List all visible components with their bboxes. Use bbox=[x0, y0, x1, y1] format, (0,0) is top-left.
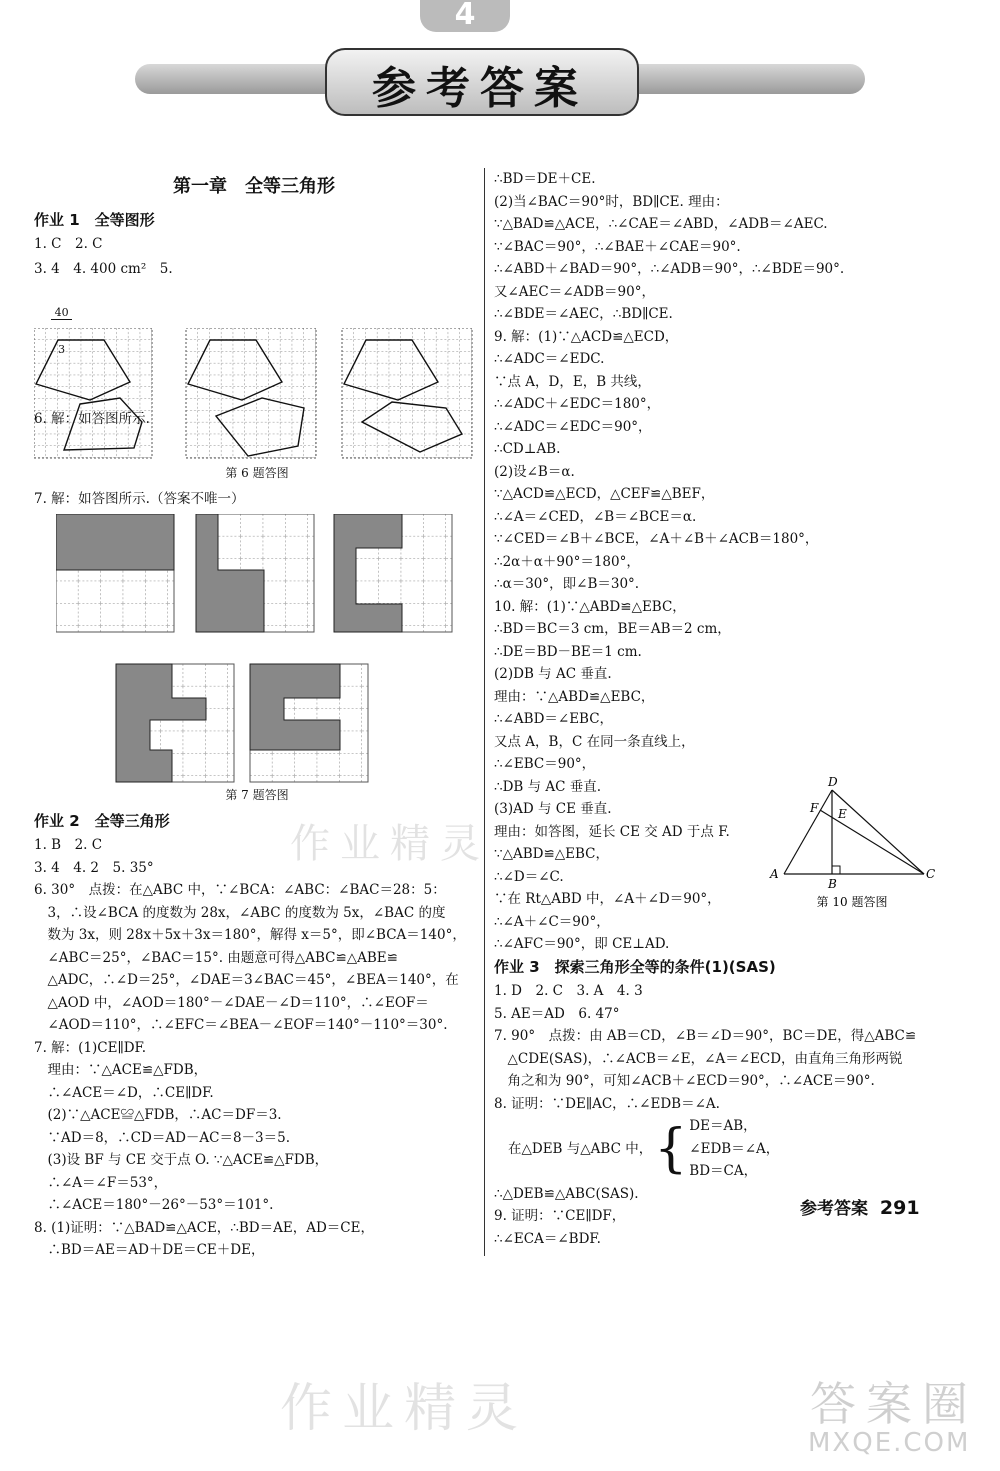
answer-line: 3. 4 4. 2 5. 35° bbox=[34, 859, 154, 876]
column-divider bbox=[484, 168, 485, 1256]
caption-7: 第 7 题答图 bbox=[225, 788, 289, 802]
answer-line: 6. 30° 点拨：在△ABC 中，∵∠BCA：∠ABC：∠BAC＝28：5： bbox=[34, 882, 446, 898]
label-F: F bbox=[810, 801, 819, 815]
system-lines bbox=[689, 1115, 779, 1183]
answer-line: ∵△ABD≌△EBC， bbox=[494, 846, 610, 862]
answer-line: ∴BD＝BC＝3 cm，BE＝AB＝2 cm， bbox=[494, 621, 731, 637]
answer-line: (2)DB 与 AC 垂直. bbox=[494, 666, 612, 682]
grid-7b bbox=[196, 514, 314, 632]
system-line: BD＝CA， bbox=[689, 1163, 758, 1179]
answer-line: ∴∠AFC＝90°，即 CE⊥AD. bbox=[494, 936, 670, 952]
answer-line: ∵点 A，D，E，B 共线， bbox=[494, 373, 651, 390]
hw2-lines bbox=[34, 834, 484, 1262]
answer-line: ∠ABC＝25°，∠BAC＝15°. 由题意可得△ABC≌△ABE≌ bbox=[34, 949, 398, 966]
hw1-line4: 7. 解：如答图所示.（答案不唯一） bbox=[34, 491, 245, 507]
watermark-2: 作业精灵 bbox=[280, 1379, 529, 1439]
answer-line: ∵在 Rt△ABD 中，∠A＋∠D＝90°， bbox=[494, 891, 721, 907]
answer-line: ∴∠EBC＝90°， bbox=[494, 756, 596, 772]
answer-line: ∴∠ECA＝∠BDF. bbox=[494, 1230, 601, 1247]
watermark-4: MXQE.COM bbox=[808, 1428, 971, 1458]
label-B: B bbox=[828, 877, 837, 891]
page-number: 291 bbox=[879, 1197, 920, 1219]
answer-line: 3，∴设∠BCA 的度数为 28x，∠ABC 的度数为 5x，∠BAC 的度 bbox=[34, 904, 446, 921]
answer-line: ∵△ACD≌△ECD，△CEF≌△BEF， bbox=[494, 486, 715, 502]
answer-line: △CDE(SAS)，∴∠ACB＝∠E，∠A＝∠ECD，由直角三角形两锐 bbox=[494, 1050, 903, 1067]
grid-6c bbox=[342, 328, 472, 458]
answer-line: 1. D 2. C 3. A 4. 3 bbox=[494, 983, 643, 999]
answer-line: 理由：如答图，延长 CE 交 AD 于点 F. bbox=[494, 823, 730, 840]
answer-line: 5. AE＝AD 6. 47° bbox=[494, 1005, 620, 1022]
answer-line: 理由：∵△ABD≌△EBC， bbox=[494, 688, 655, 705]
answer-line: 又∠AEC＝∠ADB＝90°， bbox=[494, 283, 655, 300]
answer-line: 8. (1)证明：∵△BAD≌△ACE，∴BD＝AE，AD＝CE， bbox=[34, 1219, 374, 1236]
answer-line: ∴∠ADC＝∠EDC＝90°， bbox=[494, 418, 652, 435]
answer-line: (3)设 BF 与 CE 交于点 O. ∵△ACE≌△FDB， bbox=[34, 1152, 329, 1168]
answer-line: ∴CD⊥AB. bbox=[494, 441, 561, 457]
answer-line: ∴∠A＋∠C＝90°， bbox=[494, 913, 610, 930]
answer-line: ∠AOD＝110°，∴∠EFC＝∠BEA－∠EOF＝140°－110°＝30°. bbox=[34, 1017, 448, 1033]
caption-10: 第 10 题答图 bbox=[816, 895, 888, 909]
answer-line: ∴∠A＝∠CED，∠B＝∠BCE＝α. bbox=[494, 508, 697, 525]
watermark-1: 作业精灵 bbox=[290, 821, 490, 867]
answer-line: 8. 证明：∵DE∥AC，∴∠EDB＝∠A. bbox=[494, 1095, 720, 1112]
answer-line: ∵△BAD≌△ACE，∴∠CAE＝∠ABD，∠ADB＝∠AEC. bbox=[494, 216, 828, 232]
hw2-block bbox=[34, 808, 484, 1262]
system-line: ∠EDB＝∠A， bbox=[689, 1140, 780, 1157]
label-C: C bbox=[926, 867, 936, 881]
answer-line: ∴BD＝DE＋CE. bbox=[494, 171, 596, 187]
hw1-line2: 3. 4 4. 400 cm² 5. bbox=[34, 261, 173, 277]
answer-line: ∴∠A＝∠F＝53°， bbox=[34, 1174, 168, 1191]
answer-line: 角之和为 90°，可知∠ACB＋∠ECD＝90°，∴∠ACE＝90°. bbox=[494, 1073, 875, 1089]
grid-7e bbox=[250, 664, 368, 782]
system-brace: { bbox=[654, 1118, 688, 1179]
header-number: 4 bbox=[420, 0, 510, 32]
hw3-lines bbox=[494, 980, 964, 1115]
fraction-numerator: 40 bbox=[51, 307, 72, 320]
footer bbox=[800, 1194, 920, 1219]
answer-line: ∴∠ADC＋∠EDC＝180°， bbox=[494, 396, 661, 412]
hw3-title: 作业 3 探索三角形全等的条件(1)(SAS) bbox=[494, 958, 776, 976]
answer-line: ∴∠ABD＋∠BAD＝90°，∴∠ADB＝90°，∴∠BDE＝90°. bbox=[494, 261, 845, 277]
grid-6a bbox=[34, 328, 152, 458]
answer-line: (2)设∠B＝α. bbox=[494, 463, 575, 480]
figure-6 bbox=[34, 328, 480, 462]
grid-7c bbox=[334, 514, 452, 632]
answer-line: (2)∵△ACE≌△FDB，∴AC＝DF＝3. bbox=[34, 1107, 282, 1123]
equation-system bbox=[494, 1115, 964, 1183]
answer-line: 理由：∵△ACE≌△FDB， bbox=[34, 1062, 208, 1078]
label-D: D bbox=[828, 775, 838, 789]
answer-line: 1. B 2. C bbox=[34, 837, 103, 853]
answer-line: ∴∠ABD＝∠EBC， bbox=[494, 711, 614, 727]
answer-line: ∴∠ACE＝180°－26°－53°＝101°. bbox=[34, 1197, 274, 1213]
footer-label: 参考答案 bbox=[800, 1199, 868, 1219]
answer-line: ∴α＝30°，即∠B＝30°. bbox=[494, 576, 640, 592]
answer-line: ∴∠D＝∠C. bbox=[494, 868, 564, 885]
answer-line: △AOD 中，∠AOD＝180°－∠DAE－∠D＝110°，∴∠EOF＝ bbox=[34, 994, 429, 1011]
answer-line: ∴∠ACE＝∠D，∴CE∥DF. bbox=[34, 1084, 214, 1101]
answer-line: ∴BD＝AE＝AD＋DE＝CE＋DE， bbox=[34, 1242, 265, 1258]
hw1-title: 作业 1 全等图形 bbox=[34, 210, 155, 229]
answer-line: (2)当∠BAC＝90°时，BD∥CE. 理由： bbox=[494, 193, 729, 210]
watermark-3: 答案圈 bbox=[810, 1377, 978, 1431]
grid-7d bbox=[116, 664, 234, 782]
label-E: E bbox=[838, 807, 847, 821]
grid-7a bbox=[56, 514, 174, 632]
answer-line: ∴2α＋α＋90°＝180°， bbox=[494, 553, 640, 570]
answer-line: ∵AD＝8，∴CD＝AD－AC＝8－3＝5. bbox=[34, 1129, 291, 1146]
chapter-title: 第一章 全等三角形 bbox=[173, 176, 335, 197]
answer-line: ∵∠BAC＝90°，∴∠BAE＋∠CAE＝90°. bbox=[494, 238, 741, 255]
label-A: A bbox=[770, 867, 779, 881]
answer-line: 9. 证明：∵CE∥DF， bbox=[494, 1208, 626, 1224]
answer-line: ∴DB 与 AC 垂直. bbox=[494, 778, 602, 795]
answer-line: 7. 90° 点拨：由 AB＝CD，∠B＝∠D＝90°，BC＝DE，得△ABC≌ bbox=[494, 1028, 917, 1044]
answer-line: ∴△DEB≌△ABC(SAS). bbox=[494, 1185, 639, 1202]
answer-line: 又点 A，B，C 在同一条直线上， bbox=[494, 733, 695, 750]
answer-line: ∵∠CED＝∠B＋∠BCE，∠A＋∠B＋∠ACB＝180°， bbox=[494, 531, 819, 547]
page-title: 参考答案 bbox=[372, 63, 588, 114]
answer-line: 7. 解：(1)CE∥DF. bbox=[34, 1039, 147, 1056]
answer-line: ∴DE＝BD－BE＝1 cm. bbox=[494, 643, 642, 660]
figure-10 bbox=[762, 770, 942, 910]
answer-line: 数为 3x，则 28x＋5x＋3x＝180°，解得 x＝5°，即∠BCA＝140°， bbox=[34, 927, 466, 943]
figure-7 bbox=[56, 514, 456, 784]
system-prefix: 在△DEB 与△ABC 中， bbox=[508, 1140, 653, 1157]
answer-line: ∴∠BDE＝∠AEC，∴BD∥CE. bbox=[494, 306, 673, 322]
answer-line: 9. 解：(1)∵△ACD≌△ECD， bbox=[494, 328, 679, 345]
hw1-line1: 1. C 2. C bbox=[34, 235, 103, 252]
caption-6: 第 6 题答图 bbox=[225, 466, 289, 480]
grid-6b bbox=[186, 328, 316, 458]
system-line: DE＝AB， bbox=[689, 1118, 757, 1134]
answer-line: △ADC，∴∠D＝25°，∠DAE＝3∠BAC＝45°，∠BEA＝140°，在 bbox=[34, 972, 459, 988]
answer-line: (3)AD 与 CE 垂直. bbox=[494, 801, 612, 817]
answer-line: ∴∠ADC＝∠EDC. bbox=[494, 351, 605, 367]
hw2-title: 作业 2 全等三角形 bbox=[34, 812, 170, 830]
answer-line: 10. 解：(1)∵△ABD≌△EBC， bbox=[494, 598, 686, 615]
